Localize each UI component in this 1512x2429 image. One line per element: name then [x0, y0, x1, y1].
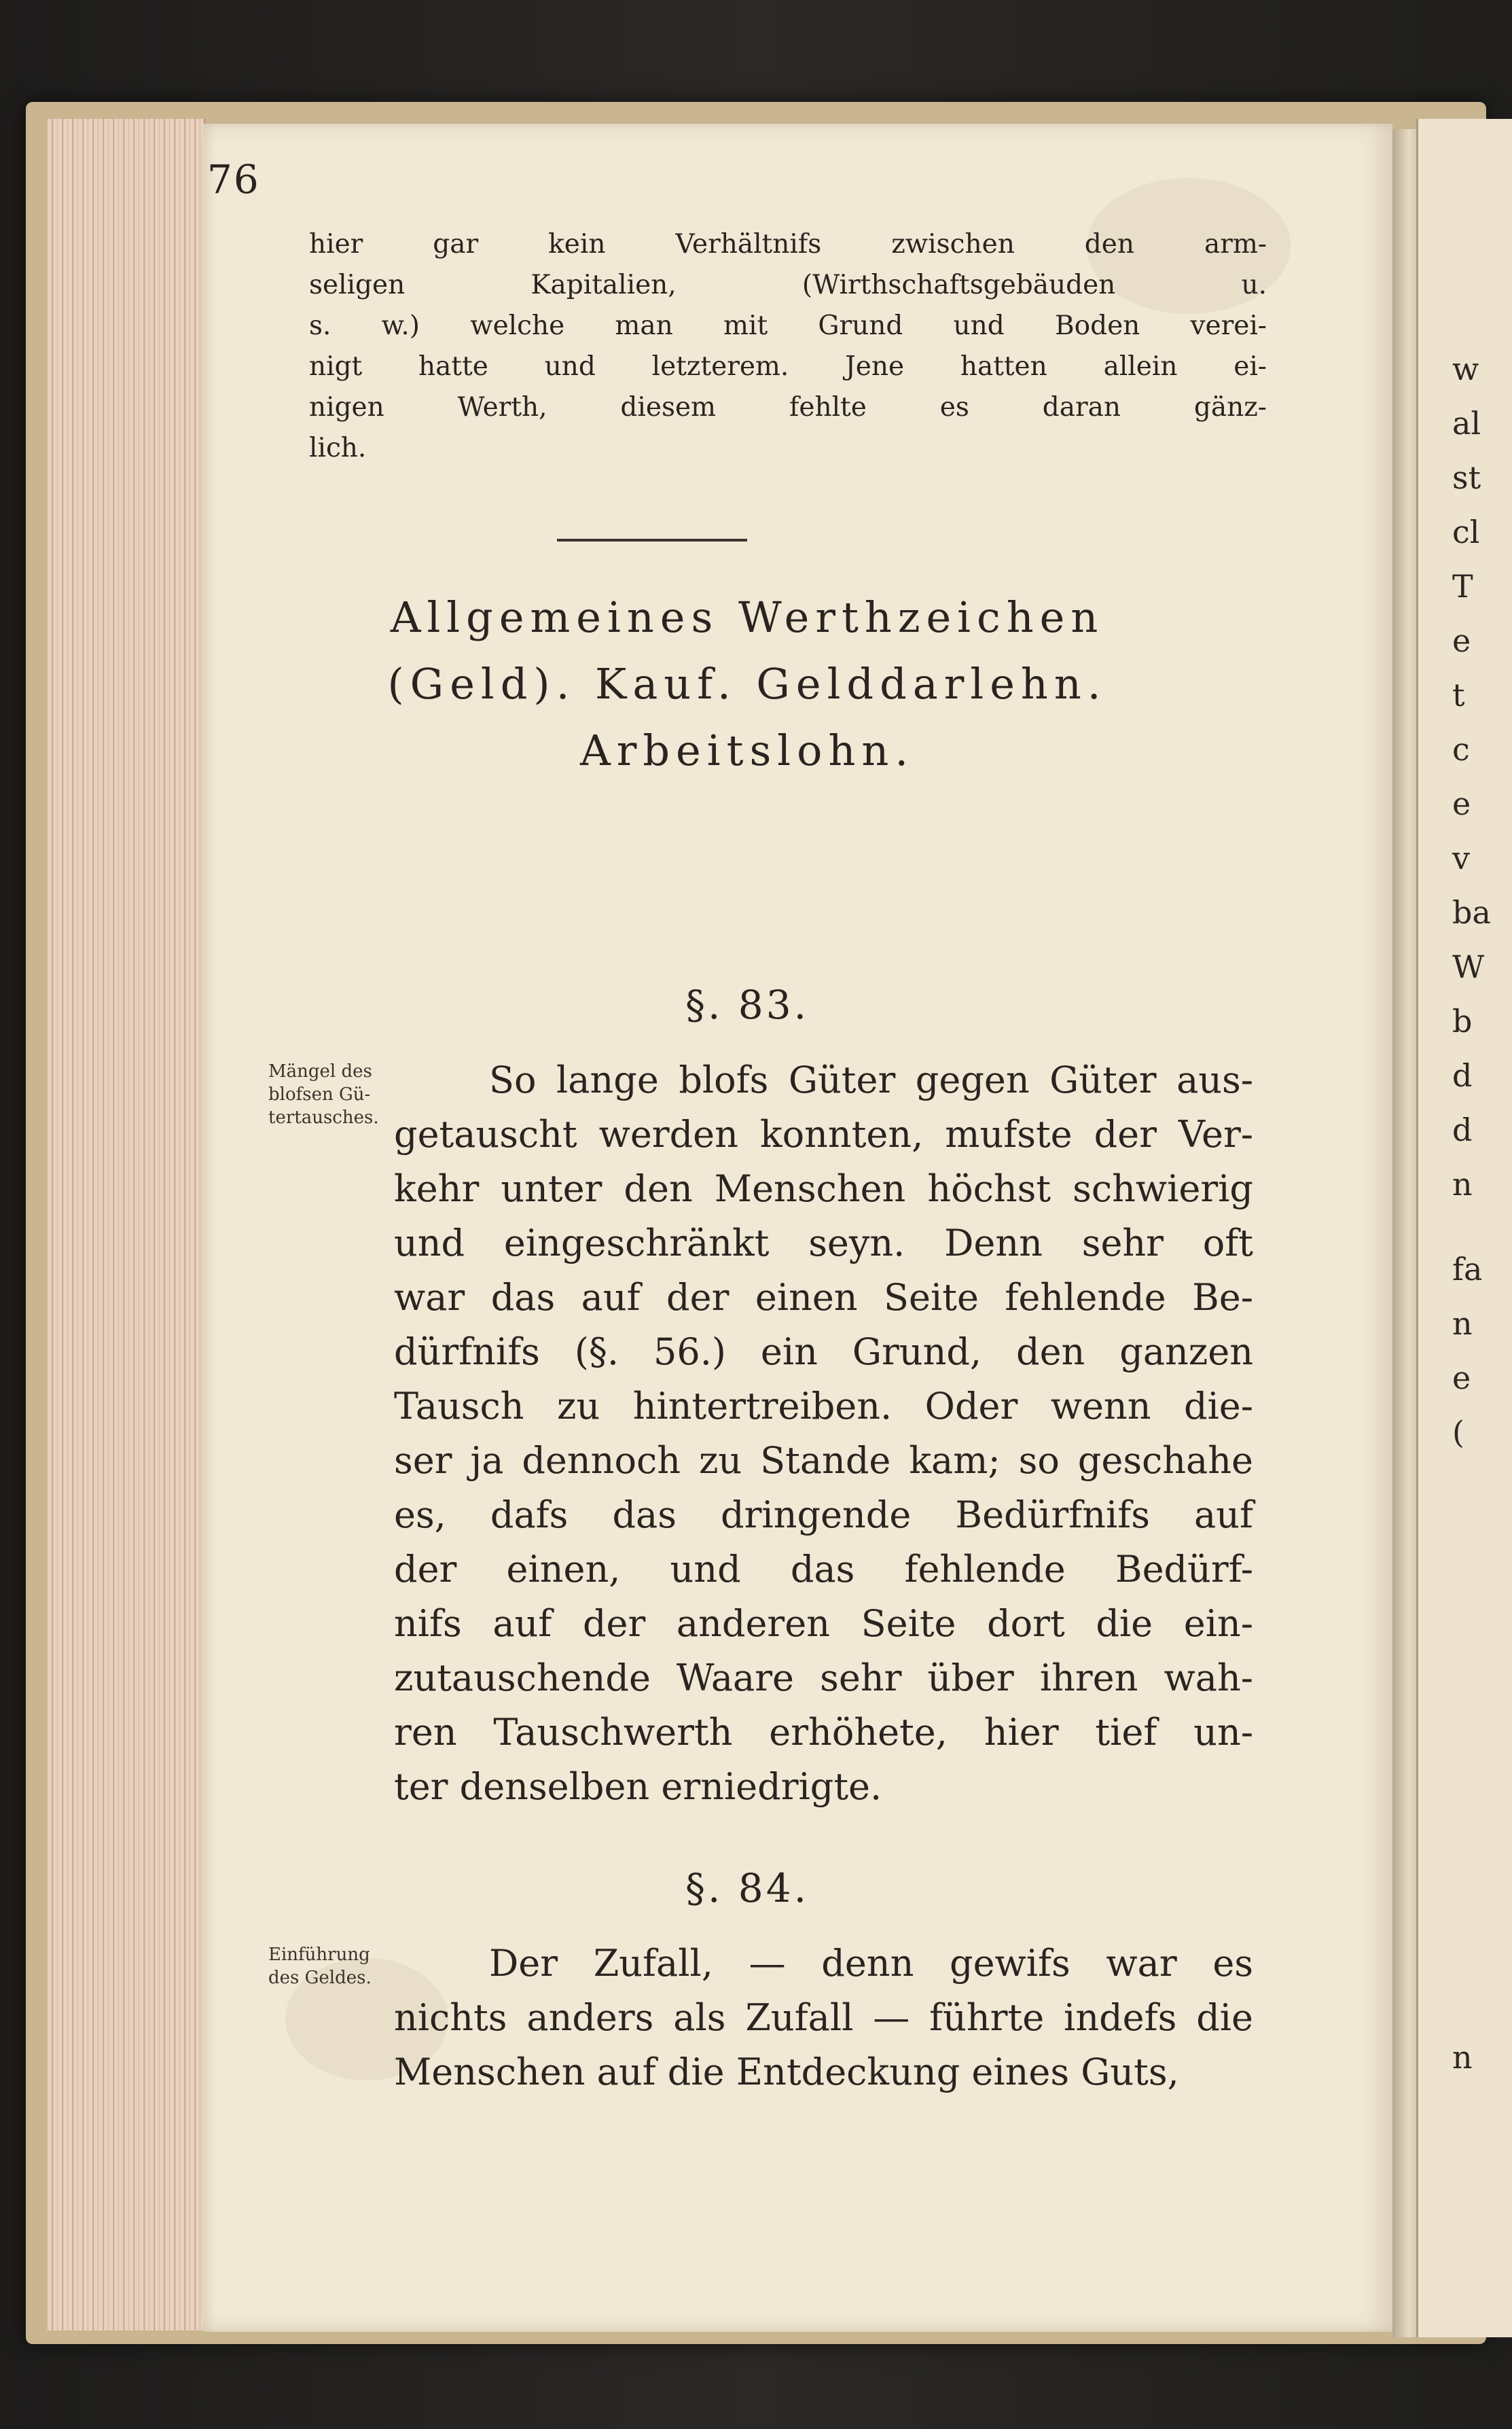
- facing-page-fragment: T: [1452, 568, 1473, 605]
- facing-page-fragment: n: [1452, 1305, 1473, 1342]
- section-number: §. 83.: [685, 982, 810, 1028]
- facing-page-fragment: t: [1452, 677, 1465, 713]
- facing-page-fragment: n: [1452, 2039, 1473, 2076]
- facing-page-fragment: st: [1452, 459, 1481, 496]
- facing-page-fragment: e: [1452, 622, 1471, 659]
- facing-page-fragment: n: [1452, 1166, 1473, 1203]
- page-number: 76: [207, 156, 260, 202]
- footnote-line: nigt hatte und letzterem. Jene hatten allein ei-: [309, 351, 1267, 382]
- facing-page-fragment: d: [1452, 1112, 1473, 1148]
- page-edges: [48, 119, 205, 2330]
- body-line: dürfnifs (§. 56.) ein Grund, den ganzen: [394, 1330, 1253, 1373]
- facing-page: [1416, 119, 1512, 2337]
- heading-line: Arbeitslohn.: [579, 726, 915, 775]
- body-line: Der Zufall, — denn gewifs war es: [489, 1942, 1253, 1985]
- facing-page-fragment: d: [1452, 1057, 1473, 1094]
- body-line: nichts anders als Zufall — führte indefs die: [394, 1996, 1253, 2039]
- facing-page-fragment: v: [1452, 840, 1470, 876]
- chapter-heading: [204, 584, 1291, 784]
- marginal-line: Mängel des: [268, 1061, 372, 1082]
- facing-page-fragment: ba: [1452, 894, 1491, 931]
- body-line: ser ja dennoch zu Stande kam; so geschahe: [394, 1439, 1253, 1482]
- body-line: war das auf der einen Seite fehlende Be-: [394, 1276, 1253, 1319]
- heading-line: Allgemeines Werthzeichen: [390, 592, 1104, 642]
- book-gutter: [1392, 129, 1420, 2337]
- body-line: nifs auf der anderen Seite dort die ein-: [394, 1602, 1253, 1645]
- section-body: [394, 1936, 1253, 2099]
- facing-page-fragment: e: [1452, 785, 1471, 822]
- facing-page-fragment: w: [1452, 351, 1479, 387]
- marginal-line: Einführung: [268, 1945, 370, 1965]
- section-divider: [557, 539, 747, 542]
- marginal-note: [268, 1060, 411, 1129]
- section-number: §. 84.: [685, 1865, 810, 1911]
- body-line: und eingeschränkt seyn. Denn sehr oft: [394, 1222, 1253, 1264]
- body-line: der einen, und das fehlende Bedürf-: [394, 1548, 1253, 1591]
- facing-page-fragment: c: [1452, 731, 1470, 768]
- facing-page-fragment: (: [1452, 1414, 1464, 1451]
- body-line: ren Tauschwerth erhöhete, hier tief un-: [394, 1711, 1253, 1754]
- facing-page-fragment: cl: [1452, 514, 1480, 550]
- marginal-line: blofsen Gü-: [268, 1084, 371, 1105]
- footnote-line: hier gar kein Verhältnifs zwischen den arm-: [309, 229, 1267, 260]
- footnote-line: nigen Werth, diesem fehlte es daran gänz-: [309, 392, 1267, 423]
- body-line: zutauschende Waare sehr über ihren wah-: [394, 1656, 1253, 1699]
- marginal-line: tertausches.: [268, 1107, 379, 1128]
- heading-line: (Geld). Kauf. Gelddarlehn.: [387, 659, 1107, 709]
- footnote: [309, 224, 1267, 469]
- section-body: [394, 1053, 1253, 1814]
- marginal-line: des Geldes.: [268, 1968, 372, 1988]
- footnote-line: seligen Kapitalien, (Wirthschaftsgebäuden u.: [309, 270, 1267, 300]
- body-line: Tausch zu hintertreiben. Oder wenn die-: [394, 1385, 1253, 1428]
- facing-page-fragment: al: [1452, 405, 1481, 442]
- footnote-line: lich.: [309, 433, 367, 463]
- facing-page-fragment: W: [1452, 948, 1485, 985]
- facing-page-fragment: b: [1452, 1003, 1473, 1040]
- body-line: es, dafs das dringende Bedürfnifs auf: [394, 1493, 1253, 1536]
- body-line: kehr unter den Menschen höchst schwierig: [394, 1167, 1253, 1210]
- footnote-line: s. w.) welche man mit Grund und Boden verei-: [309, 311, 1267, 341]
- facing-page-fragment: e: [1452, 1360, 1471, 1396]
- facing-page-fragment: fa: [1452, 1251, 1483, 1288]
- body-line: ter denselben erniedrigte.: [394, 1765, 882, 1808]
- body-line: So lange blofs Güter gegen Güter aus-: [489, 1059, 1253, 1101]
- body-line: Menschen auf die Entdeckung eines Guts,: [394, 2051, 1179, 2093]
- body-line: getauscht werden konnten, mufste der Ver-: [394, 1113, 1253, 1156]
- marginal-note: [268, 1943, 411, 1989]
